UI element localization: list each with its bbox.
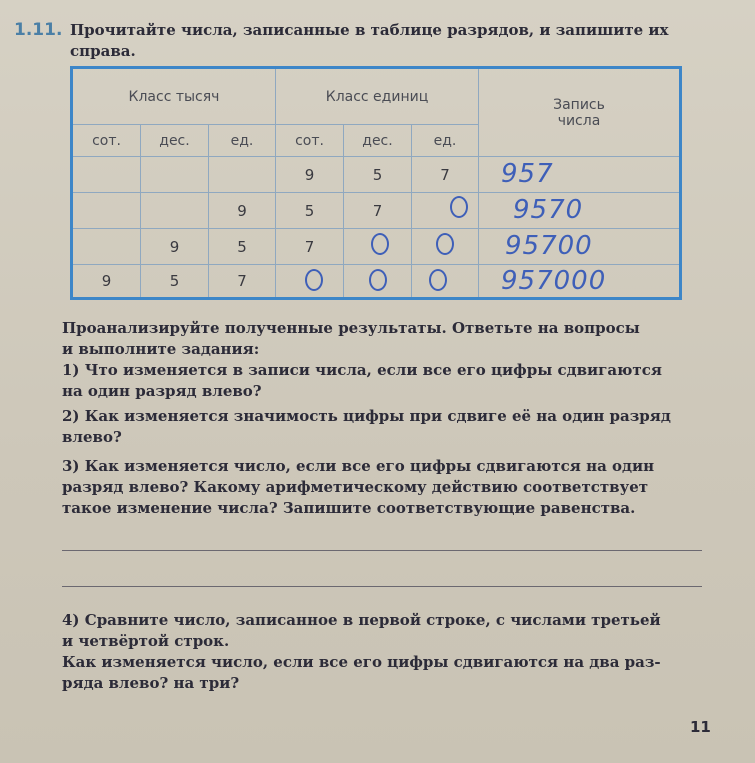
handwritten-zero [429, 269, 447, 291]
subheader-cell: дес. [344, 125, 412, 157]
digit-cell [73, 157, 141, 193]
text-line: на один разряд влево? [62, 382, 262, 400]
page-number: 11 [690, 718, 711, 736]
answer-line [62, 550, 702, 551]
text-line: Как изменяется число, если все его цифры сдвигаются на два раз- [62, 653, 661, 671]
digit-cell: 9 [209, 193, 276, 229]
digit-cell: 9 [276, 157, 344, 193]
handwritten-zero [305, 269, 323, 291]
class-thousands-header: Класс тысяч [73, 69, 276, 125]
handwritten-zero [369, 269, 387, 291]
digit-cell [209, 157, 276, 193]
exercise-text-line: Прочитайте числа, записанные в таблице разрядов, и запишите их [70, 21, 669, 39]
digit-cell: 9 [73, 265, 141, 297]
record-header-line: Запись [553, 96, 605, 113]
text-line: такое изменение числа? Запишите соответствующие равенства. [62, 499, 636, 517]
handwritten-answer: 95700 [505, 231, 593, 261]
record-header [479, 69, 679, 157]
exercise-number: 1.11. [14, 20, 63, 40]
text-line: 2) Как изменяется значимость цифры при сдвиге её на один разряд [62, 407, 671, 425]
digit-cell: 5 [344, 157, 412, 193]
digit-cell: 5 [209, 229, 276, 265]
text-line: 4) Сравните число, записанное в первой строке, с числами третьей [62, 611, 661, 629]
handwritten-answer: 9570 [513, 195, 584, 225]
question-1 [62, 360, 712, 402]
handwritten-zero [436, 233, 454, 255]
text-line: ряда влево? на три? [62, 674, 240, 692]
digit-cell [412, 193, 479, 229]
digit-cell [73, 193, 141, 229]
exercise-text [70, 20, 710, 62]
text-line: 1) Что изменяется в записи числа, если все его цифры сдвигаются [62, 361, 662, 379]
digit-cell: 5 [141, 265, 209, 297]
handwritten-answer: 957000 [501, 266, 607, 296]
text-line: и выполните задания: [62, 340, 260, 358]
subheader-cell: ед. [209, 125, 276, 157]
handwritten-zero [371, 233, 389, 255]
handwritten-answer: 957 [501, 159, 554, 189]
digit-cell: 9 [141, 229, 209, 265]
question-2 [62, 406, 712, 448]
exercise-text-line: справа. [70, 42, 136, 60]
digit-cell [73, 229, 141, 265]
digit-cell: 7 [412, 157, 479, 193]
question-4 [62, 610, 712, 694]
digit-cell [141, 157, 209, 193]
text-line: Проанализируйте полученные результаты. Ответьте на вопросы [62, 319, 640, 337]
digit-cell: 7 [209, 265, 276, 297]
text-line: и четвёртой строк. [62, 632, 230, 650]
subheader-cell: сот. [276, 125, 344, 157]
text-line: 3) Как изменяется число, если все его цифры сдвигаются на один [62, 457, 655, 475]
text-line: разряд влево? Какому арифметическому действию соответствует [62, 478, 649, 496]
subheader-cell: сот. [73, 125, 141, 157]
questions-intro [62, 318, 712, 360]
digit-cell: 7 [344, 193, 412, 229]
digit-cell: 7 [276, 229, 344, 265]
digit-cell: 5 [276, 193, 344, 229]
handwritten-zero [450, 196, 468, 218]
text-line: влево? [62, 428, 122, 446]
subheader-cell: дес. [141, 125, 209, 157]
digit-cell [141, 193, 209, 229]
answer-line [62, 586, 702, 587]
place-value-table [70, 66, 682, 300]
question-3 [62, 456, 712, 519]
record-header-line: числа [557, 112, 601, 129]
class-units-header: Класс единиц [276, 69, 479, 125]
subheader-cell: ед. [412, 125, 479, 157]
